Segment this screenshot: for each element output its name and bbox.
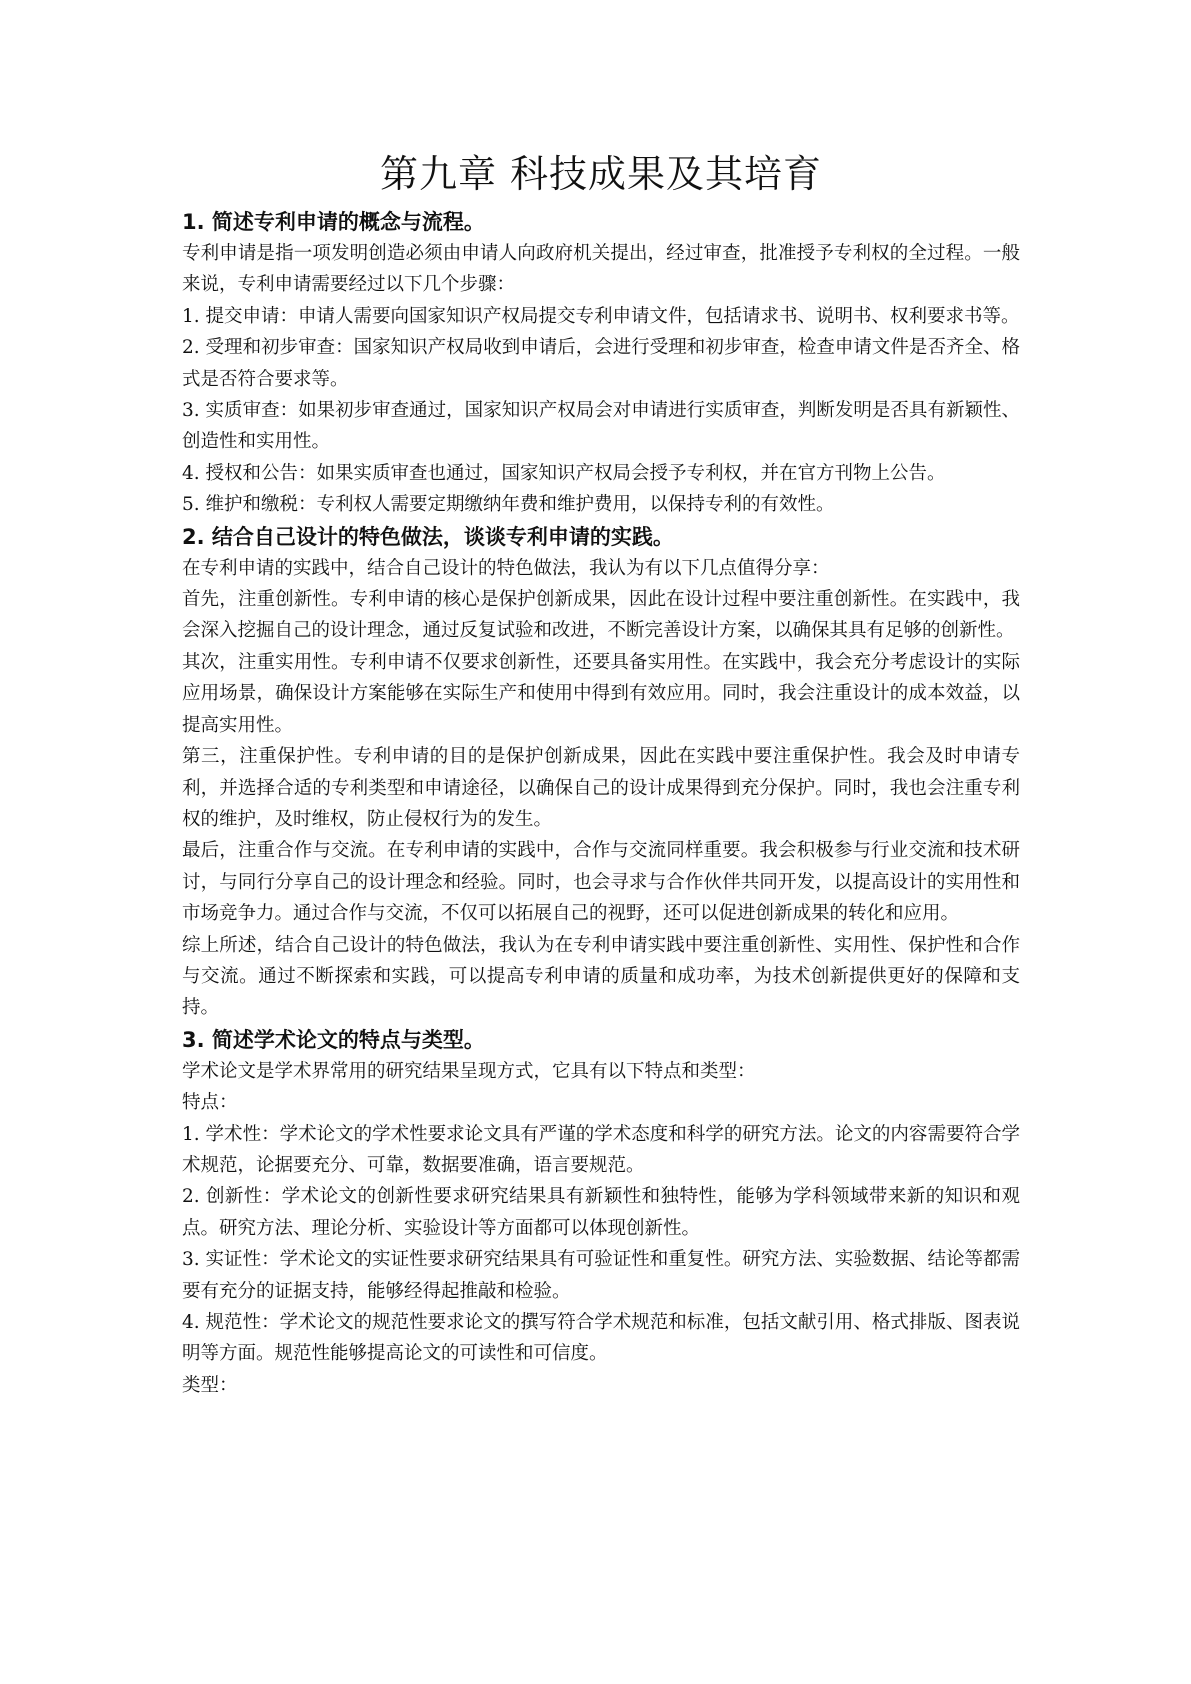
paragraph: 第三，注重保护性。专利申请的目的是保护创新成果，因此在实践中要注重保护性。我会及时申请专利，并选择合适的专利类型和申请途径，以确保自己的设计成果得到充分保护。同时，我也会注重专利权的维护，及时维权，防止侵权行为的发生。 bbox=[182, 746, 1020, 830]
section-heading: 1. 简述专利申请的概念与流程。 bbox=[182, 210, 485, 234]
paragraph: 最后，注重合作与交流。在专利申请的实践中，合作与交流同样重要。我会积极参与行业交流和技术研讨，与同行分享自己的设计理念和经验。同时，也会寻求与合作伙伴共同开发，以提高设计的实用性和市场竞争力。通过合作与交流，不仅可以拓展自己的视野，还可以促进创新成果的转化和应用。 bbox=[182, 840, 1020, 925]
section-heading: 3. 简述学术论文的特点与类型。 bbox=[182, 1027, 485, 1052]
list-item: 4. 授权和公告：如果实质审查也通过，国家知识产权局会授予专利权，并在官方刊物上公告。 bbox=[182, 462, 946, 484]
paragraph: 学术论文是学术界常用的研究结果呈现方式，它具有以下特点和类型： bbox=[182, 1060, 756, 1082]
paragraph: 首先，注重创新性。专利申请的核心是保护创新成果，因此在设计过程中要注重创新性。在实践中，我会深入挖掘自己的设计理念，通过反复试验和改进，不断完善设计方案，以确保其具有足够的创新性。 bbox=[182, 589, 1020, 642]
paragraph: 综上所述，结合自己设计的特色做法，我认为在专利申请实践中要注重创新性、实用性、保护性和合作与交流。通过不断探索和实践，可以提高专利申请的质量和成功率，为技术创新提供更好的保障和支持。 bbox=[182, 934, 1020, 1019]
paragraph: 在专利申请的实践中，结合自己设计的特色做法，我认为有以下几点值得分享： bbox=[182, 557, 830, 579]
paragraph: 专利申请是指一项发明创造必须由申请人向政府机关提出，经过审查，批准授予专利权的全过程。一般来说，专利申请需要经过以下几个步骤： bbox=[182, 243, 1020, 296]
paragraph: 其次，注重实用性。专利申请不仅要求创新性，还要具备实用性。在实践中，我会充分考虑设计的实际应用场景，确保设计方案能够在实际生产和使用中得到有效应用。同时，我会注重设计的成本效益，以提高实用性。 bbox=[182, 651, 1020, 736]
list-item: 1. 提交申请：申请人需要向国家知识产权局提交专利申请文件，包括请求书、说明书、权利要求书等。 bbox=[182, 305, 1020, 327]
list-item: 2. 受理和初步审查：国家知识产权局收到申请后，会进行受理和初步审查，检查申请文件是否齐全、格式是否符合要求等。 bbox=[182, 337, 1020, 390]
section-academic-paper bbox=[182, 1024, 1020, 1401]
list-item: 5. 维护和缴税：专利权人需要定期缴纳年费和维护费用，以保持专利的有效性。 bbox=[182, 494, 835, 516]
document-page bbox=[182, 148, 1020, 1401]
chapter-title: 第九章 科技成果及其培育 bbox=[379, 152, 823, 196]
list-item: 1. 学术性：学术论文的学术性要求论文具有严谨的学术态度和科学的研究方法。论文的内容需要符合学术规范，论据要充分、可靠，数据要准确，语言要规范。 bbox=[182, 1123, 1020, 1176]
list-item: 3. 实证性：学术论文的实证性要求研究结果具有可验证性和重复性。研究方法、实验数据、结论等都需要有充分的证据支持，能够经得起推敲和检验。 bbox=[182, 1249, 1020, 1302]
section-patent-practice bbox=[182, 521, 1020, 1024]
list-item: 4. 规范性：学术论文的规范性要求论文的撰写符合学术规范和标准，包括文献引用、格式排版、图表说明等方面。规范性能够提高论文的可读性和可信度。 bbox=[182, 1312, 1020, 1365]
list-item: 3. 实质审查：如果初步审查通过，国家知识产权局会对申请进行实质审查，判断发明是否具有新颖性、创造性和实用性。 bbox=[182, 400, 1020, 453]
list-item: 2. 创新性：学术论文的创新性要求研究结果具有新颖性和独特性，能够为学科领域带来新的知识和观点。研究方法、理论分析、实验设计等方面都可以体现创新性。 bbox=[182, 1186, 1020, 1239]
section-heading: 2. 结合自己设计的特色做法，谈谈专利申请的实践。 bbox=[182, 524, 674, 549]
subheading: 类型： bbox=[182, 1374, 238, 1396]
section-patent-concept bbox=[182, 206, 1020, 521]
subheading: 特点： bbox=[182, 1092, 238, 1114]
